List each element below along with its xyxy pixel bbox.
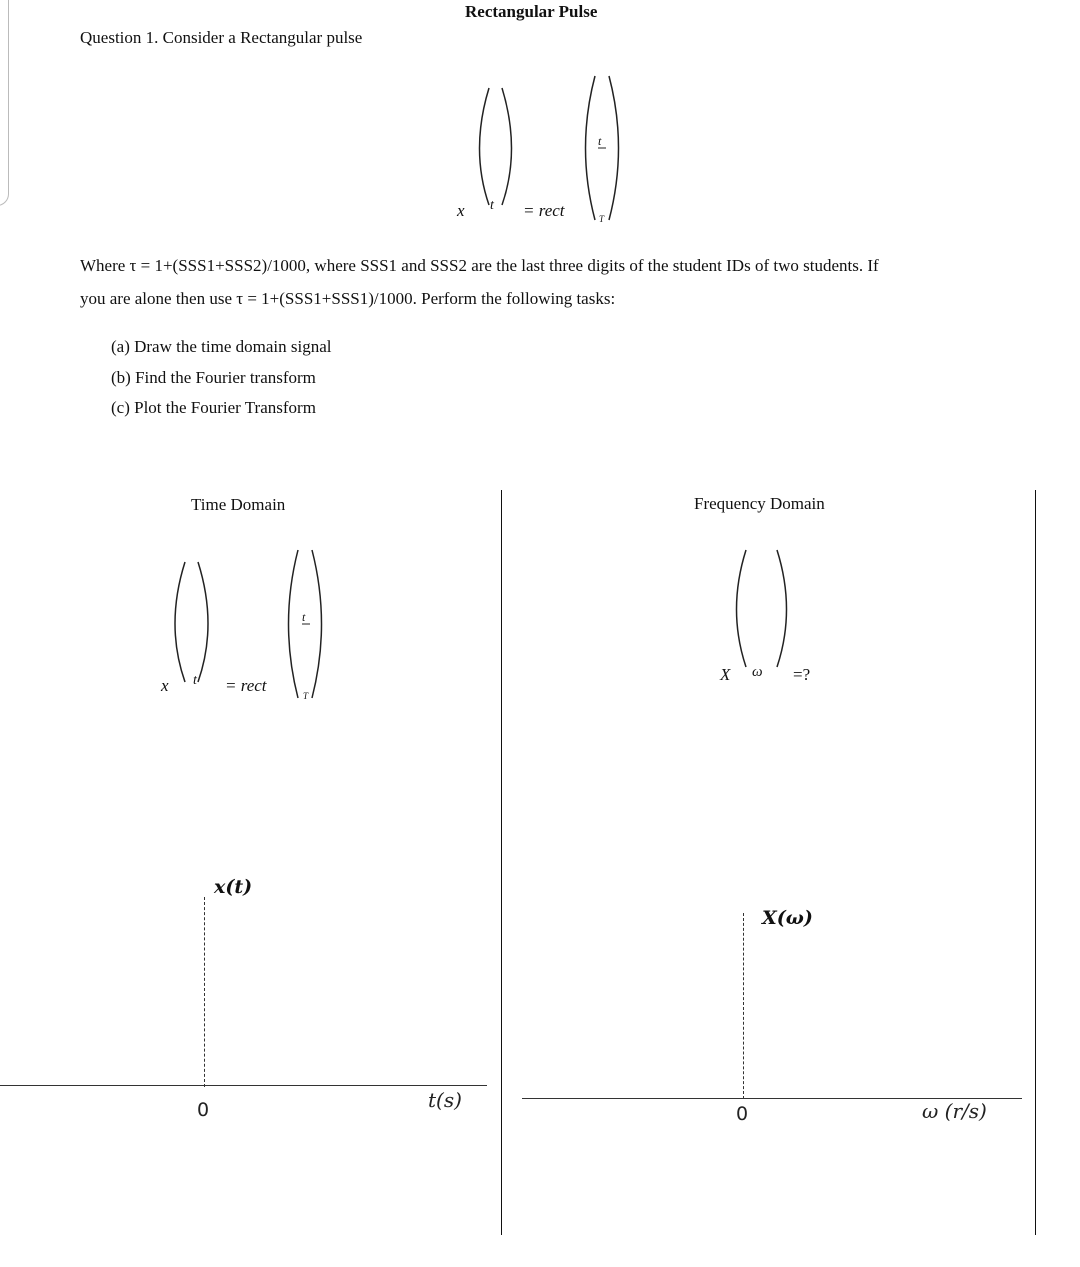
time-domain-title: Time Domain [191, 495, 286, 514]
freq-y-axis [743, 913, 744, 1099]
time-eq-frac-den: T [303, 691, 309, 701]
freq-origin-label: 0 [736, 1103, 749, 1125]
freq-eq-X-symbol: X [720, 665, 731, 684]
where-text-line1: Where τ = 1+(SSS1+SSS2)/1000, where SSS1 and SSS2 are the last three digits of the student IDs of two students. If [80, 256, 879, 275]
page-title: Rectangular Pulse [465, 2, 598, 21]
panel-right-border [1035, 490, 1036, 1235]
task-c: (c) Plot the Fourier Transform [111, 398, 316, 417]
freq-eq-question: =? [793, 665, 811, 684]
time-xlabel: t(s) [428, 1088, 462, 1112]
eq-frac-num: t [598, 134, 602, 148]
freq-eq-omega-symbol: ω [752, 664, 763, 680]
time-eq-frac-num: t [302, 610, 306, 624]
task-b: (b) Find the Fourier transform [111, 368, 316, 387]
frequency-domain-title: Frequency Domain [694, 494, 825, 513]
time-eq-x-symbol: x [161, 676, 169, 695]
task-a: (a) Draw the time domain signal [111, 337, 332, 356]
question-intro: Question 1. Consider a Rectangular pulse [80, 28, 363, 47]
time-origin-label: 0 [197, 1099, 210, 1121]
freq-ylabel: X(ω) [762, 907, 813, 929]
freq-xlabel: ω (r/s) [922, 1099, 987, 1123]
time-x-axis [0, 1085, 487, 1086]
eq-frac-den: T [599, 214, 605, 224]
time-ylabel: x(t) [214, 876, 253, 898]
time-eq-rect-text: = rect [225, 676, 267, 695]
eq-rect-text: = rect [523, 201, 565, 220]
eq-t-symbol: t [490, 198, 494, 213]
freq-equation-parentheses [500, 540, 1030, 700]
where-text-line2: you are alone then use τ = 1+(SSS1+SSS1)/1000. Perform the following tasks: [80, 289, 616, 308]
time-y-axis [204, 897, 205, 1087]
eq-x-symbol: x [457, 201, 465, 220]
time-eq-t-symbol: t [193, 673, 197, 688]
